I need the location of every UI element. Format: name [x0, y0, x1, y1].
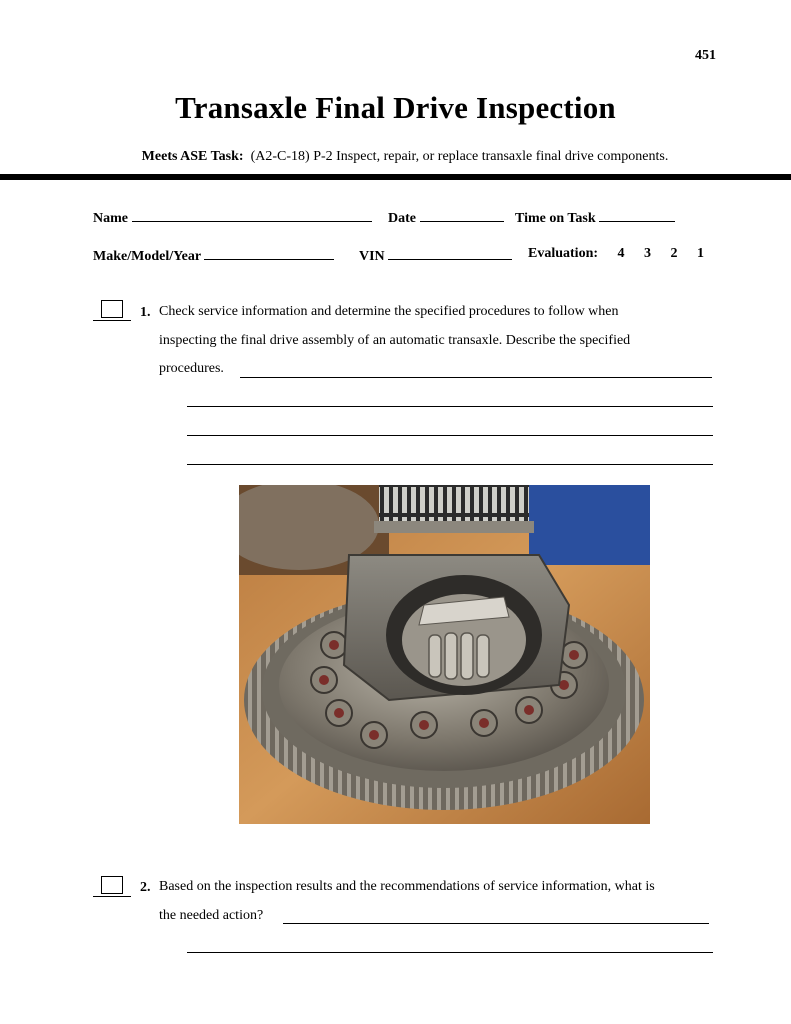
q1-number: 1. [140, 305, 151, 320]
q2-text-line-2: the needed action? [159, 907, 264, 923]
q2-text-line-1: Based on the inspection results and the recommendations of service information, what is [159, 879, 655, 894]
name-field [93, 208, 372, 227]
evaluation-option-4[interactable]: 4 [617, 246, 625, 261]
q2-text [159, 873, 655, 930]
header-divider [0, 174, 791, 180]
q1-checkbox[interactable] [101, 300, 123, 318]
ase-task-label: Meets ASE Task: [141, 149, 244, 164]
q1-answer-line-1[interactable] [240, 377, 712, 378]
page-number: 451 [695, 48, 716, 63]
evaluation-option-1[interactable]: 1 [697, 246, 705, 261]
date-field [388, 208, 504, 227]
q2-checkbox[interactable] [101, 876, 123, 894]
q1-text-line-3: procedures. [159, 361, 224, 376]
name-label: Name [93, 211, 128, 226]
evaluation-option-2[interactable]: 2 [670, 246, 678, 261]
page-title: Transaxle Final Drive Inspection [175, 90, 616, 125]
make-model-year-field [93, 246, 334, 265]
make-model-year-label: Make/Model/Year [93, 249, 201, 264]
q1-text [159, 298, 630, 384]
make-model-year-blank[interactable] [204, 246, 334, 260]
final-drive-photo [239, 485, 650, 824]
time-on-task-label: Time on Task [515, 211, 596, 226]
q1-answer-line-3[interactable] [187, 435, 713, 436]
vin-blank[interactable] [388, 246, 512, 260]
q2-check-line [93, 896, 131, 897]
q2-answer-line-1[interactable] [283, 923, 709, 924]
q1-text-line-2: inspecting the final drive assembly of an automatic transaxle. Describe the specified [159, 332, 631, 348]
vin-field [359, 246, 512, 265]
q2-number: 2. [140, 880, 151, 895]
vin-label: VIN [359, 249, 385, 264]
time-on-task-blank[interactable] [599, 208, 675, 222]
date-label: Date [388, 211, 416, 226]
q2-answer-line-2[interactable] [187, 952, 713, 953]
q1-check-line [93, 320, 131, 321]
ase-task-text: (A2-C-18) P-2 Inspect, repair, or replace transaxle final drive components. [250, 149, 669, 164]
name-blank[interactable] [132, 208, 372, 222]
date-blank[interactable] [420, 208, 504, 222]
q1-text-line-1: Check service information and determine the specified procedures to follow when [159, 304, 619, 319]
q1-answer-line-4[interactable] [187, 464, 713, 465]
time-on-task-field [515, 208, 675, 227]
evaluation-field [528, 246, 704, 262]
ase-task-line [0, 149, 791, 165]
evaluation-option-3[interactable]: 3 [644, 246, 652, 261]
q1-answer-line-2[interactable] [187, 406, 713, 407]
evaluation-label: Evaluation: [528, 246, 599, 261]
